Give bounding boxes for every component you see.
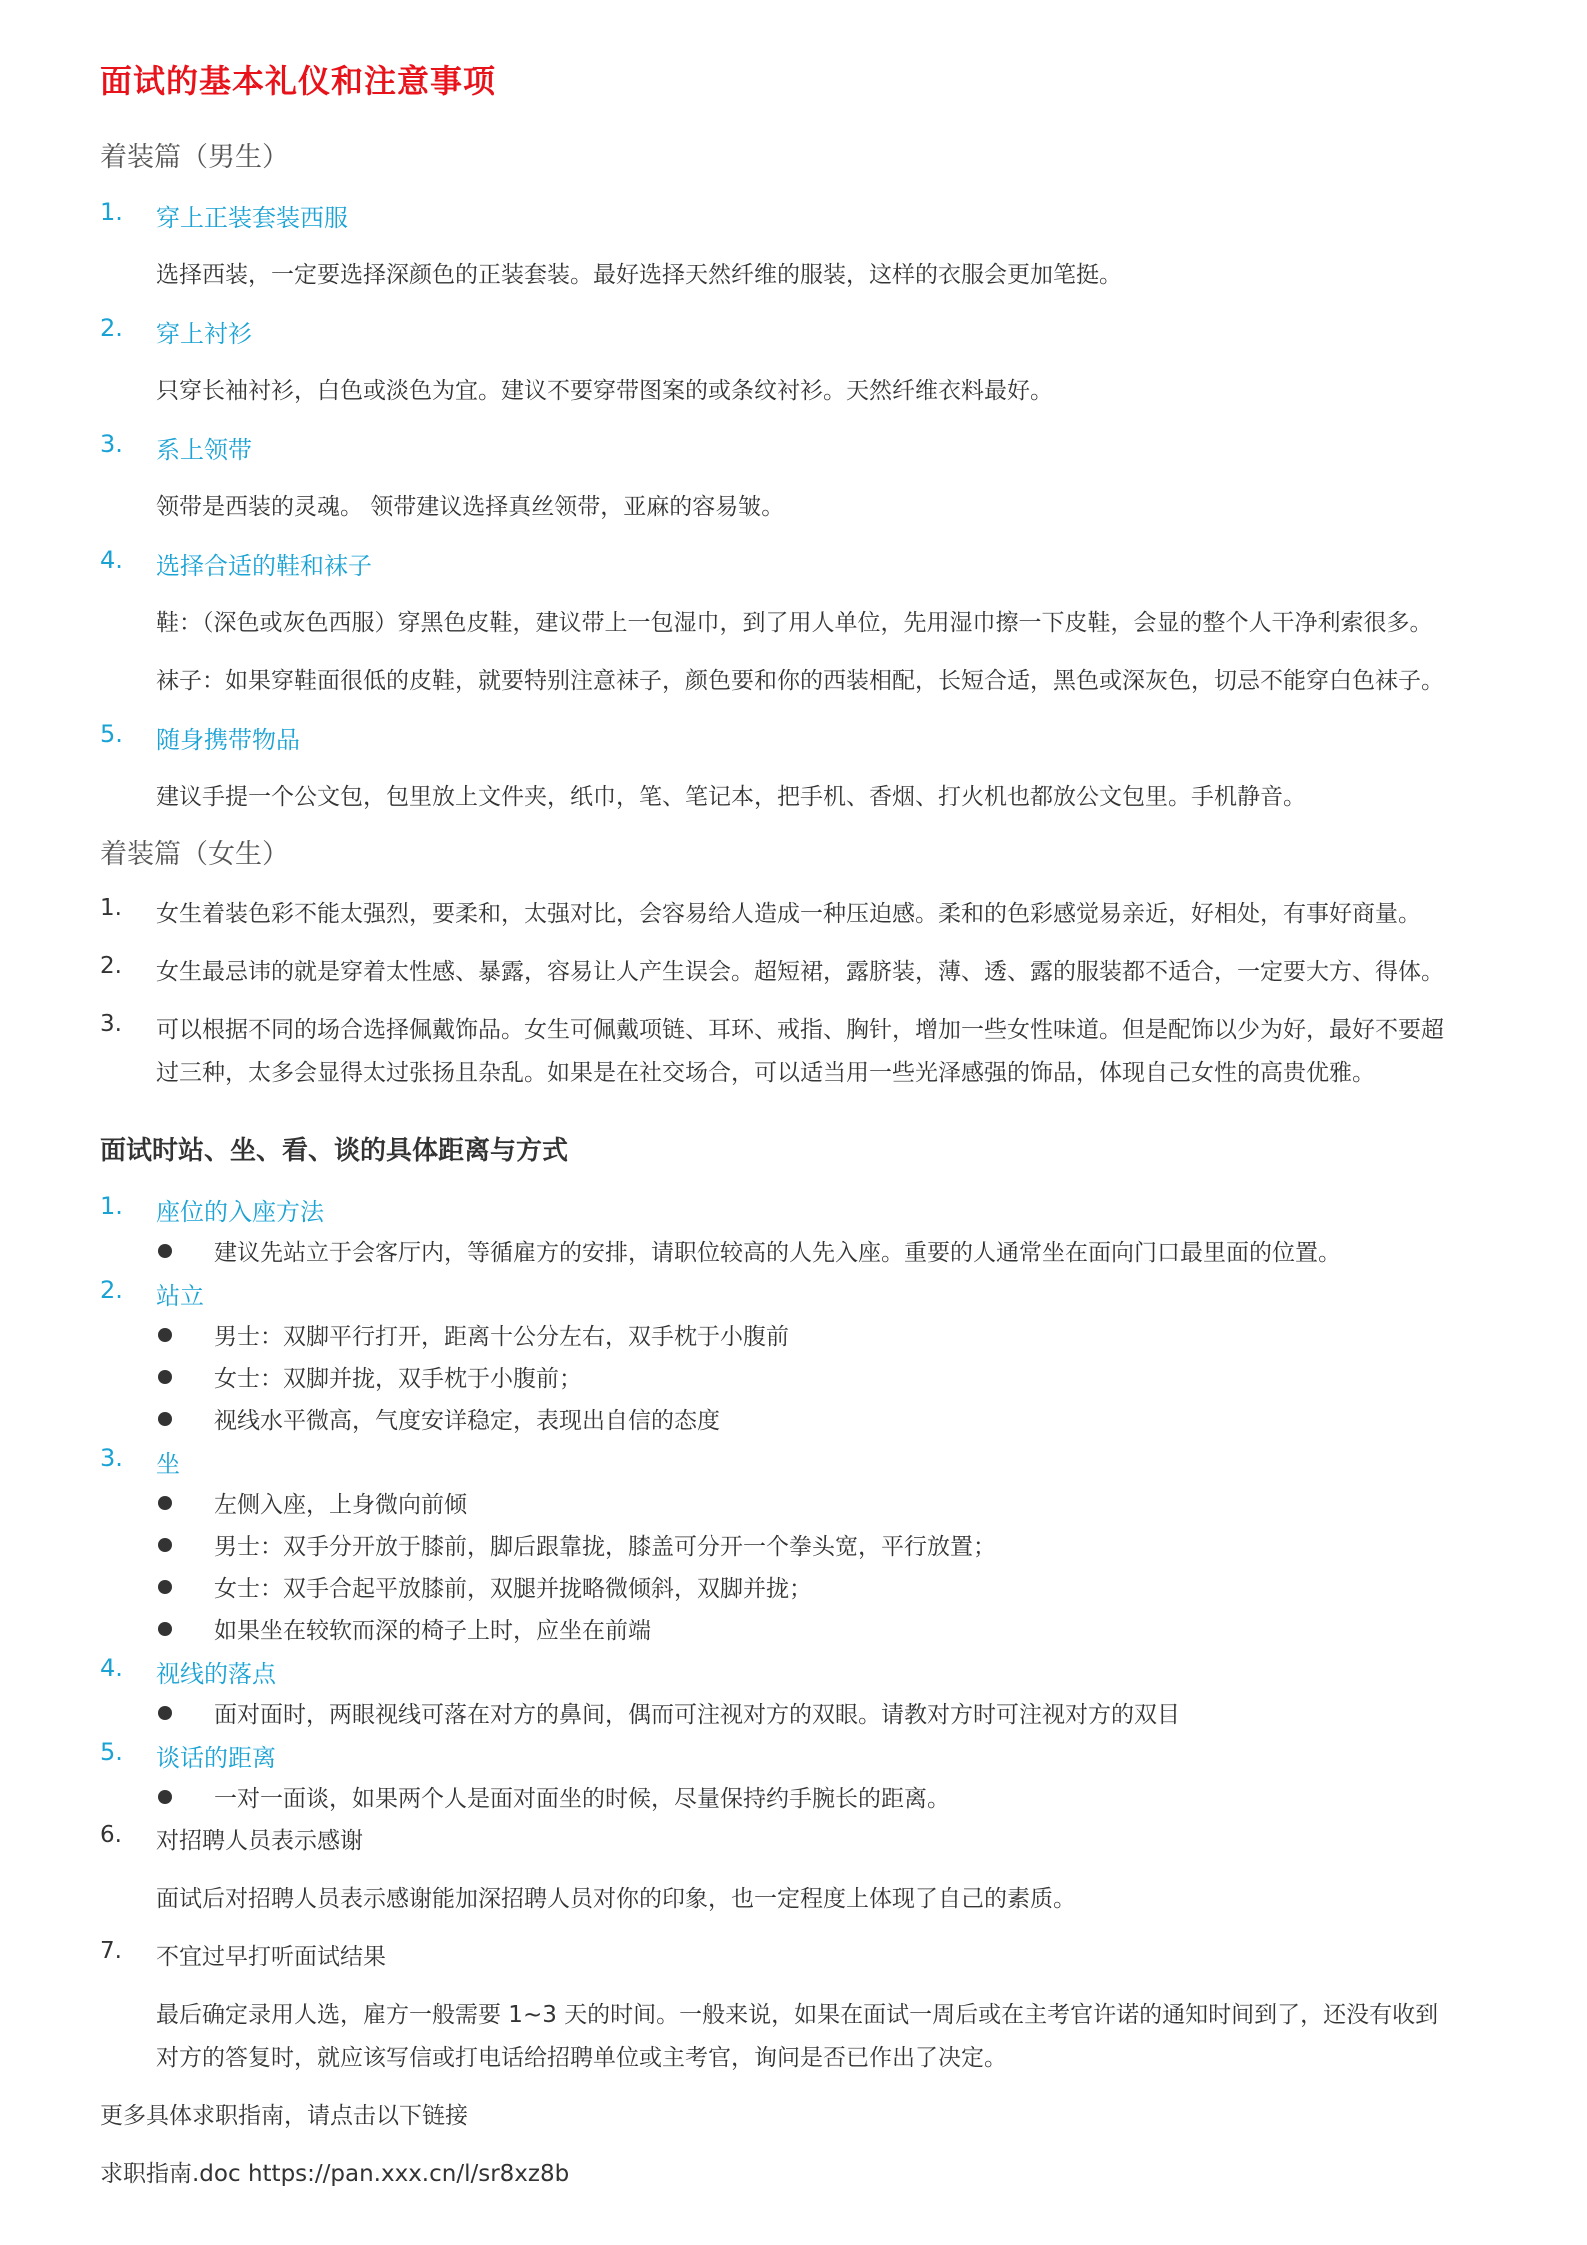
posture-item-7-line-1: 最后确定录用人选，雇方一般需要 1~3 天的时间。一般来说，如果在面试一周后或在主考官许诺的通知时间到了，还没有收到 [156, 2002, 1439, 2028]
item-number: 2. [100, 314, 123, 342]
posture-item-5 [100, 1738, 276, 1773]
item-number: 5. [100, 1738, 123, 1766]
bullet-text: 视线水平微高，气度安详稳定，表现出自信的态度 [214, 1408, 720, 1434]
bullet-text: 女士：双脚并拢，双手枕于小腹前； [214, 1366, 582, 1392]
bullet-text: 女士：双手合起平放膝前，双腿并拢略微倾斜，双脚并拢； [214, 1576, 812, 1602]
bullet-text: 如果坐在较软而深的椅子上时，应坐在前端 [214, 1618, 651, 1644]
more-guides-text: 更多具体求职指南，请点击以下链接 [100, 2103, 468, 2129]
posture-item-2 [100, 1276, 204, 1311]
item-number: 1. [100, 895, 122, 921]
item-label: 系上领带 [156, 436, 252, 464]
bullet-icon [158, 1580, 172, 1594]
posture-item-6 [100, 1822, 363, 1855]
bullet-text: 面对面时，两眼视线可落在对方的鼻间，偶而可注视对方的双眼。请教对方时可注视对方的双目 [214, 1702, 1180, 1728]
male-item-4-shoes: 鞋：（深色或灰色西服）穿黑色皮鞋，建议带上一包湿巾，到了用人单位，先用湿巾擦一下皮鞋，会显的整个人干净利索很多。 [156, 610, 1433, 636]
male-item-2 [100, 314, 252, 349]
male-dress-heading: 着装篇（男生） [100, 142, 289, 173]
bullet-text: 男士：双脚平行打开，距离十公分左右，双手枕于小腹前 [214, 1324, 789, 1350]
bullet-text: 一对一面谈，如果两个人是面对面坐的时候，尽量保持约手腕长的距离。 [214, 1786, 950, 1812]
female-dress-heading: 着装篇（女生） [100, 839, 289, 870]
posture-item-3-bullet-2 [156, 1528, 996, 1561]
item-label: 穿上衬衫 [156, 320, 252, 348]
bullet-icon [158, 1412, 172, 1426]
item-label: 坐 [156, 1450, 180, 1478]
bullet-icon [158, 1622, 172, 1636]
posture-item-4 [100, 1654, 276, 1689]
item-label: 选择合适的鞋和袜子 [156, 552, 372, 580]
item-number: 2. [100, 953, 122, 979]
female-item-1 [100, 895, 1421, 928]
male-item-3-text: 领带是西装的灵魂。 领带建议选择真丝领带，亚麻的容易皱。 [156, 494, 785, 520]
item-number: 4. [100, 546, 123, 574]
guide-link[interactable]: https://pan.xxx.cn/l/sr8xz8b [247, 2161, 570, 2187]
guide-link-line [100, 2155, 569, 2188]
posture-item-6-text: 面试后对招聘人员表示感谢能加深招聘人员对你的印象，也一定程度上体现了自己的素质。 [156, 1886, 1076, 1912]
posture-item-3-bullet-4 [156, 1612, 651, 1645]
item-label: 不宜过早打听面试结果 [156, 1944, 386, 1970]
item-number: 6. [100, 1822, 122, 1848]
female-item-3 [100, 1011, 1444, 1044]
male-item-5 [100, 720, 300, 755]
posture-item-4-bullet [156, 1696, 1180, 1729]
male-item-2-text: 只穿长袖衬衫，白色或淡色为宜。建议不要穿带图案的或条纹衬衫。天然纤维衣料最好。 [156, 378, 1053, 404]
posture-item-1 [100, 1192, 324, 1227]
bullet-icon [158, 1538, 172, 1552]
bullet-icon [158, 1328, 172, 1342]
bullet-icon [158, 1496, 172, 1510]
bullet-text: 男士：双手分开放于膝前，脚后跟靠拢，膝盖可分开一个拳头宽，平行放置； [214, 1534, 996, 1560]
item-number: 7. [100, 1938, 122, 1964]
item-label: 谈话的距离 [156, 1744, 276, 1772]
posture-item-3 [100, 1444, 180, 1479]
page-title: 面试的基本礼仪和注意事项 [100, 62, 497, 100]
item-text: 女生着装色彩不能太强烈，要柔和，太强对比，会容易给人造成一种压迫感。柔和的色彩感觉易亲近，好相处，有事好商量。 [156, 901, 1421, 927]
item-number: 3. [100, 1011, 122, 1037]
bullet-icon [158, 1706, 172, 1720]
male-item-1 [100, 198, 348, 233]
bullet-icon [158, 1790, 172, 1804]
item-label: 穿上正装套装西服 [156, 204, 348, 232]
male-item-5-text: 建议手提一个公文包，包里放上文件夹，纸巾，笔、笔记本，把手机、香烟、打火机也都放公文包里。手机静音。 [156, 784, 1306, 810]
guide-filename: 求职指南.doc [100, 2161, 241, 2187]
female-item-2 [100, 953, 1444, 986]
posture-item-2-bullet-3 [156, 1402, 720, 1435]
item-number: 3. [100, 430, 123, 458]
item-number: 1. [100, 1192, 123, 1220]
bullet-text: 左侧入座，上身微向前倾 [214, 1492, 467, 1518]
bullet-text: 建议先站立于会客厅内，等循雇方的安排，请职位较高的人先入座。重要的人通常坐在面向门口最里面的位置。 [214, 1240, 1341, 1266]
item-label: 座位的入座方法 [156, 1198, 324, 1226]
male-item-4 [100, 546, 372, 581]
item-number: 3. [100, 1444, 123, 1472]
item-label: 随身携带物品 [156, 726, 300, 754]
male-item-3 [100, 430, 252, 465]
posture-item-3-bullet-3 [156, 1570, 812, 1603]
posture-item-5-bullet [156, 1780, 950, 1813]
posture-item-7 [100, 1938, 386, 1971]
item-number: 5. [100, 720, 123, 748]
item-label: 站立 [156, 1282, 204, 1310]
female-item-3-line-2: 过三种，太多会显得太过张扬且杂乱。如果是在社交场合，可以适当用一些光泽感强的饰品，体现自己女性的高贵优雅。 [156, 1060, 1375, 1086]
item-text: 可以根据不同的场合选择佩戴饰品。女生可佩戴项链、耳环、戒指、胸针，增加一些女性味道。但是配饰以少为好，最好不要超 [156, 1017, 1444, 1043]
item-text: 女生最忌讳的就是穿着太性感、暴露，容易让人产生误会。超短裙，露脐装，薄、透、露的服装都不适合，一定要大方、得体。 [156, 959, 1444, 985]
male-item-1-text: 选择西装，一定要选择深颜色的正装套装。最好选择天然纤维的服装，这样的衣服会更加笔挺。 [156, 262, 1122, 288]
item-label: 视线的落点 [156, 1660, 276, 1688]
item-number: 2. [100, 1276, 123, 1304]
bullet-icon [158, 1244, 172, 1258]
posture-item-2-bullet-1 [156, 1318, 789, 1351]
posture-item-7-line-2: 对方的答复时，就应该写信或打电话给招聘单位或主考官，询问是否已作出了决定。 [156, 2045, 1007, 2071]
posture-item-2-bullet-2 [156, 1360, 582, 1393]
item-label: 对招聘人员表示感谢 [156, 1828, 363, 1854]
posture-heading: 面试时站、坐、看、谈的具体距离与方式 [100, 1136, 569, 1166]
posture-item-3-bullet-1 [156, 1486, 467, 1519]
item-number: 4. [100, 1654, 123, 1682]
posture-item-1-bullet [156, 1234, 1341, 1267]
male-item-4-socks: 袜子：如果穿鞋面很低的皮鞋，就要特别注意袜子，颜色要和你的西装相配，长短合适，黑色或深灰色，切忌不能穿白色袜子。 [156, 668, 1444, 694]
bullet-icon [158, 1370, 172, 1384]
item-number: 1. [100, 198, 123, 226]
